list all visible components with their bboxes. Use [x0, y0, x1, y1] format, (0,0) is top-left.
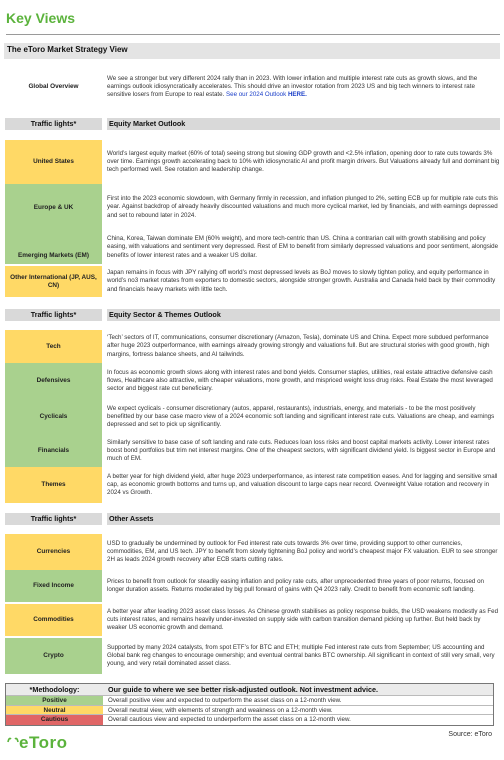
section-title: Other Assets [107, 513, 500, 525]
equity-row-europe-uk [5, 184, 500, 231]
equity-market-header [5, 118, 500, 130]
equity-row-emerging-markets [5, 231, 500, 264]
row-text: We expect cyclicals - consumer discretionary (autos, apparel, restaurants), industrials, energy, and materials - to be the most positively benefitted by our base case macro view of a 2024 economic soft landing and significant interest rate cuts. Valuations are cheap, and earnings depressed and set to pick up significantly. [107, 404, 495, 429]
traffic-lights-label: Traffic lights* [5, 513, 102, 525]
title-divider [6, 34, 500, 35]
section-title: Equity Market Outlook [107, 118, 500, 130]
status-label: Themes [5, 467, 102, 503]
legend-row-cautious [6, 715, 493, 725]
methodology-label: *Methodology: [29, 685, 80, 694]
asset-row-currencies [5, 534, 500, 570]
row-text: Supported by many 2024 catalysts, from spot ETF’s for BTC and ETH; multiple Fed interest rate cuts from September; US accounting and Global bank reg changes to encourage ownership; and eventual central banks BTC ownership. All significant in context of still very small, very young, and very retail dominated asset class. [107, 643, 495, 668]
status-label: Fixed Income [5, 570, 102, 602]
other-assets-header [5, 513, 500, 525]
status-label: Currencies [5, 534, 102, 570]
legend-text: Overall neutral view, with elements of strength and weakness on a 12-month view. [108, 706, 333, 714]
status-label: Cyclicals [5, 399, 102, 435]
status-label: Europe & UK [5, 184, 102, 231]
legend-text: Overall positive view and expected to outperform the asset class on a 12-month view. [108, 697, 342, 704]
equity-row-united-states [5, 140, 500, 184]
sector-row-defensives [5, 363, 500, 399]
legend-key: Positive [6, 696, 103, 705]
asset-row-fixed-income [5, 570, 500, 602]
row-text: World’s largest equity market (60% of total) seeing strong but slowing GDP growth and <2.5% inflation, opening door to rate cuts towards 3% over time. Earnings growth accelerating back to 10% with idiosyncratic AI and profit margin drivers. But Valuations already full and dominant big tech performed well. See rotation and leadership change. [107, 149, 500, 174]
outlook-link[interactable]: See our 2024 Outlook [226, 91, 287, 99]
row-text: ‘Tech’ sectors of IT, communications, consumer discretionary (Amazon, Tesla), dominate US and China. Expect more subdued performance after huge 2023 outperformance, with earnings already growing strongly and valuations full. But are structural stories with good growth, high margins, fortress balance sheets, and AI tailwinds. [107, 334, 490, 358]
sector-row-financials [5, 435, 500, 467]
etoro-logo [7, 733, 67, 753]
logo-mark-icon [7, 736, 19, 750]
equity-row-other-international [5, 266, 500, 297]
sector-row-themes [5, 467, 500, 503]
traffic-lights-label: Traffic lights* [5, 309, 102, 321]
global-overview-text: We see a stronger but very different 2024 rally than in 2023. With lower inflation and multiple interest rate cuts as growth slows, and the earnings outlook idiosyncratically accelerates. This should drive an investor rotation from 2023 US and big tech winners to interest rate sensitive losers from Europe to real estate. See our 2024 Outlook HERE. [107, 74, 478, 99]
status-label: Defensives [5, 363, 102, 399]
methodology-text: Our guide to where we see better risk-adjusted outlook. Not investment advice. [108, 685, 378, 694]
legend-key: Neutral [6, 706, 103, 715]
row-text: A better year for high dividend yield, after huge 2023 underperformance, as interest rate competition eases. And for lagging and sensitive small cap, as economic growth bottoms and turns up, and valuation discount to large caps near record. Overweight Value rotation and recovery in 2024 vs Growth. [107, 472, 498, 497]
status-label: Emerging Markets (EM) [5, 231, 102, 264]
page-title: Key Views [6, 10, 76, 26]
status-label: Crypto [5, 638, 102, 674]
methodology-header [6, 684, 493, 696]
equity-sector-header [5, 309, 500, 321]
status-label: Financials [5, 435, 102, 467]
legend-row-neutral [6, 706, 493, 716]
status-label: Other International (JP, AUS, CN) [5, 266, 102, 297]
row-text: China, Korea, Taiwan dominate EM (60% weight), and more tech-centric than US. China a contrarian call with growth stabilising and policy easing, with valuations and sentiment very depressed. Rest of EM to benefit from similarly depressed valuations and poor sentiment, alongside benefits of lower interest rates and a weaker US dollar. [107, 235, 499, 259]
section-title: Equity Sector & Themes Outlook [107, 309, 500, 321]
legend-key: Cautious [6, 715, 103, 725]
strategy-heading-band [4, 43, 500, 59]
strategy-heading: The eToro Market Strategy View [7, 45, 128, 54]
sector-row-cyclicals [5, 399, 500, 435]
row-text: Prices to benefit from outlook for steadily easing inflation and policy rate cuts, after unprecedented three years of poor returns, focused on longer duration assets. Returns moderated by big pull forward of gains with Q4 2023 rally. Credit to benefit from economic soft landing. [107, 577, 484, 593]
row-text: Similarly sensitive to base case of soft landing and rate cuts. Reduces loan loss risks and boost capital markets activity. Lower interest rates boost bond portfolios but trim net interest margins. One of the cheapest sectors, with significant dividend yield. Is biggest sector in Europe and much of EM. [107, 438, 496, 463]
row-text: A better year after leading 2023 asset class losses. As Chinese growth stabilises as policy response builds, the USD weakens modestly as Fed cuts interest rates, and remains heavily under-invested on supply side with carbon transition demand picking up further. But held back by weaker US economic growth and demand. [107, 607, 499, 632]
legend-text: Overall cautious view and expected to underperform the asset class on a 12-month view. [108, 716, 351, 724]
status-label: Commodities [5, 604, 102, 636]
row-text: USD to gradually be undermined by outlook for Fed interest rate cuts towards 3% over time, providing support to other currencies, commodities, EM, and US tech. JPY to benefit from slowly tightening BoJ policy and world’s cheapest major FX valuation. EUR to see stronger 2H as leads 2024 growth recovery after ECB starts cutting rates. [107, 539, 498, 564]
methodology-legend [5, 683, 494, 726]
row-text: Japan remains in focus with JPY rallying off world’s most depressed levels as BoJ moves to slowly tighten policy, and equity performance in world’s no3 market rotates from exporters to domestic sectors, alongside stronger growth. Australia and Canada held back by their commodity and financials heavy markets with little tech. [107, 269, 496, 293]
sector-row-tech [5, 330, 500, 363]
row-text: First into the 2023 economic slowdown, with Germany firmly in recession, and inflation plunged to 2%, setting ECB up for multiple rate cuts this year. Against backdrop of already heavily discounted valuations and much more cyclical market, led by financials, and with earnings depressed and set to rebound later in 2024. [107, 195, 499, 219]
row-text: In focus as economic growth slows along with interest rates and bond yields. Consumer staples, utilities, real estate attractive defensive cash flows, Healthcare also attractive, with cheaper valuations, more growth, and mispriced weight loss drug risks. Real Estate the most leveraged sector and biggest rate cut beneficiary. [107, 368, 493, 393]
status-label: Tech [5, 330, 102, 363]
asset-row-commodities [5, 604, 500, 636]
traffic-lights-label: Traffic lights* [5, 118, 102, 130]
legend-row-positive [6, 696, 493, 706]
status-label: United States [5, 140, 102, 184]
global-overview-label: Global Overview [28, 83, 79, 90]
asset-row-crypto [5, 638, 500, 674]
outlook-here-link[interactable]: HERE. [287, 91, 307, 99]
global-overview-row [5, 66, 500, 108]
source-note: Source: eToro [448, 731, 492, 738]
logo-text: eToro [19, 733, 68, 752]
